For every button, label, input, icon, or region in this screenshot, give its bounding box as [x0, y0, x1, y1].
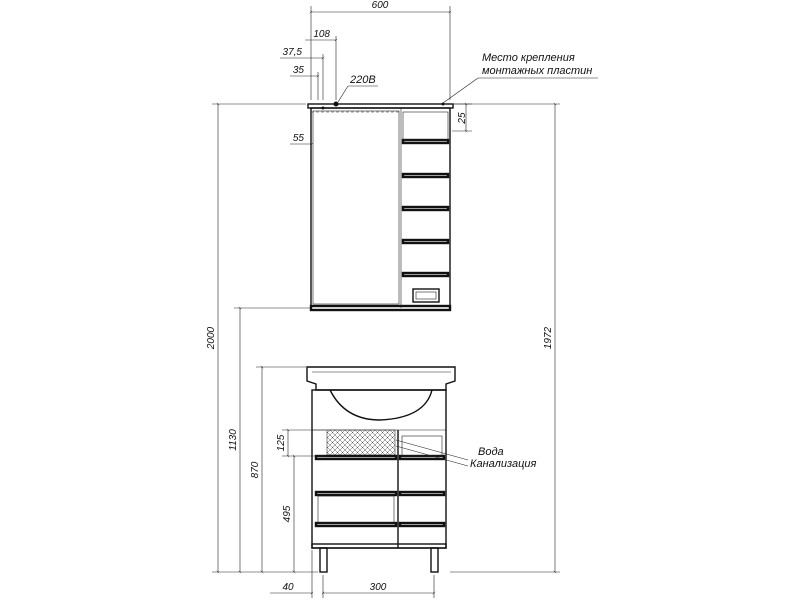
label-water: Вода — [478, 446, 504, 458]
dim-495: 495 — [282, 505, 293, 523]
cabinet-bottom-plate — [311, 306, 450, 310]
drawer-front — [316, 492, 396, 495]
vanity-leg — [320, 548, 327, 572]
dim-870: 870 — [250, 461, 261, 479]
dim-37-5: 37,5 — [282, 47, 302, 58]
dim-108: 108 — [313, 29, 330, 40]
dim-40: 40 — [282, 582, 294, 593]
label-mount-line2: монтажных пластин — [482, 65, 593, 77]
vanity-body — [312, 390, 446, 548]
label-drain: Канализация — [470, 458, 537, 470]
vanity-unit — [307, 367, 455, 572]
shelf — [403, 140, 448, 143]
dimension-lines — [212, 6, 598, 598]
vanity-leg — [431, 548, 438, 572]
cabinet-drawer-handle — [416, 292, 436, 299]
shelf — [403, 207, 448, 210]
cabinet-drawer — [413, 289, 439, 302]
drawer-front — [316, 456, 396, 459]
mirror-panel — [313, 111, 399, 304]
dim-1130: 1130 — [228, 429, 239, 451]
shelf-back — [403, 112, 448, 140]
dim-300: 300 — [369, 582, 387, 593]
drawer-front — [316, 523, 396, 526]
dim-1972: 1972 — [543, 326, 554, 350]
shelf — [403, 174, 448, 177]
shelf — [403, 273, 448, 276]
vanity-plinth — [312, 544, 446, 548]
water-connection-area — [327, 430, 395, 455]
sink-top — [307, 367, 455, 390]
dim-2000: 2000 — [206, 326, 217, 350]
dim-55: 55 — [292, 133, 304, 144]
dim-35: 35 — [292, 65, 304, 76]
drawer-inner — [318, 496, 394, 523]
dim-cabinet-width: 600 — [371, 0, 389, 11]
dim-125: 125 — [276, 434, 287, 452]
sink-basin — [330, 390, 432, 420]
cabinet-shelves — [403, 112, 448, 276]
label-mount-line1: Место крепления — [482, 52, 575, 64]
dim-25: 25 — [457, 112, 468, 124]
label-power: 220В — [350, 74, 376, 86]
mount-point-icon — [322, 107, 325, 110]
socket-icon — [334, 102, 339, 107]
drawer-front — [400, 492, 444, 495]
mirror-cabinet — [308, 102, 453, 311]
shelf — [403, 240, 448, 243]
drawer-front — [400, 523, 444, 526]
